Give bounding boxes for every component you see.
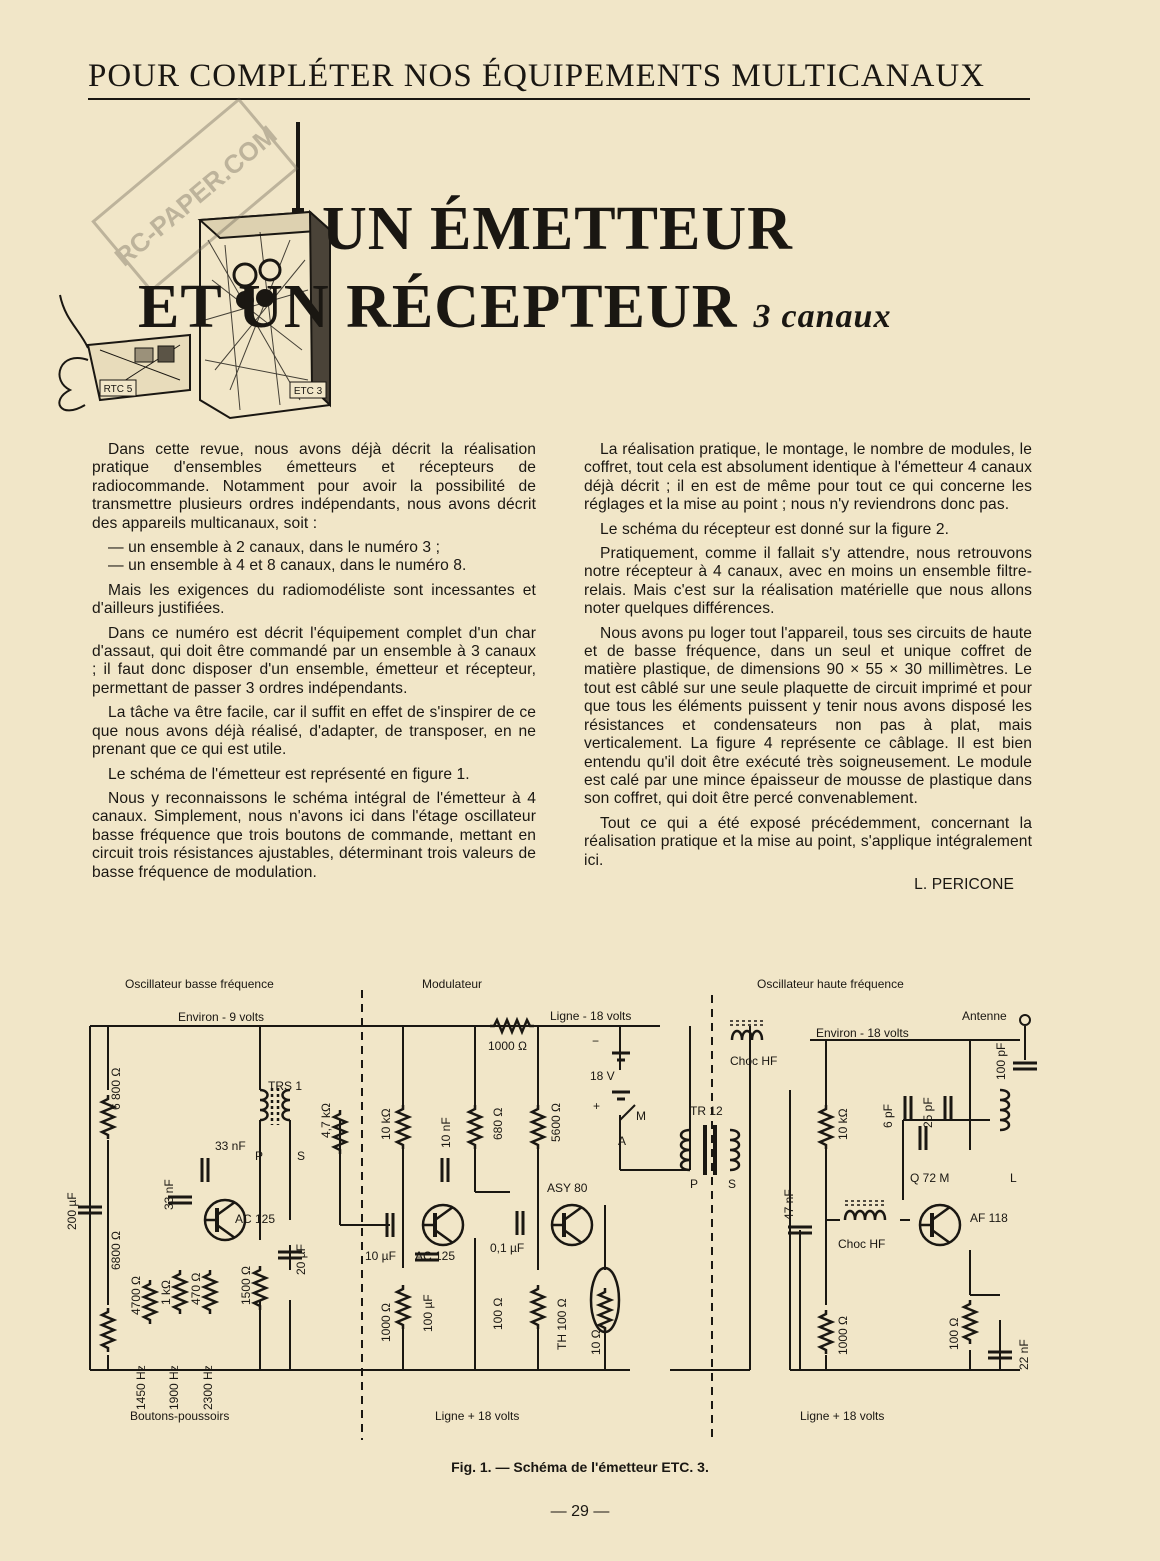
figure-caption: Fig. 1. — Schéma de l'émetteur ETC. 3. (451, 1459, 709, 1475)
r10k-b-label: 10 kΩ (836, 1108, 850, 1140)
r1500-label: 1500 Ω (239, 1266, 253, 1305)
title-line2-text: ET UN RÉCEPTEUR (138, 273, 738, 341)
pin-s2: S (728, 1177, 737, 1191)
r1000-b-label: 1000 Ω (379, 1303, 393, 1342)
r470-label: 470 Ω (189, 1272, 203, 1305)
f2300-label: 2300 Hz (201, 1365, 215, 1410)
r100-label: 100 Ω (491, 1297, 505, 1330)
paragraph: Mais les exigences du radiomodéliste sont incessantes et d'ailleurs justifiées. (92, 581, 536, 618)
paragraph: Nous avons pu loger tout l'appareil, tous ses circuits de haute et de basse fréquence, dans un seul et unique coffret de matière plastique, de dimensions 90 × 55 × 30 millimètres. Le tout est câblé sur une seule plaquette de circuit imprimé et pour que tous les éléments puissent y tenir nous avons disposé les résistances et condensateurs non pas à plat, mais verticalement. La figure 4 représente ce câblage. Il est bien entendu qu'il doit être exécuté très soigneusement. Le module est calé par une mince épaisseur de mousse de plastique dans son coffret, qui doit être percé convenablement. (584, 624, 1032, 808)
title-number: 3 (753, 298, 772, 335)
c10uf-label: 10 µF (365, 1249, 396, 1263)
coil-l-label: L (1010, 1171, 1017, 1185)
section-hf-label: Oscillateur haute fréquence (757, 977, 904, 991)
r680-label: 680 Ω (491, 1107, 505, 1140)
line-pos-mod-label: Ligne + 18 volts (435, 1409, 520, 1423)
rtc5-label: RTC 5 (103, 384, 133, 395)
pin-s1: S (297, 1149, 306, 1163)
r5600-label: 5600 Ω (549, 1103, 563, 1142)
list-item: — un ensemble à 2 canaux, dans le numéro 3 ; (108, 539, 441, 557)
list-item: — un ensemble à 4 et 8 canaux, dans le numéro 8. (108, 557, 467, 575)
c47nf-label: 47 nF (782, 1189, 796, 1220)
r6800b-label: 6800 Ω (109, 1231, 123, 1270)
c25pf-label: 25 pF (921, 1097, 935, 1128)
article-column-left (92, 441, 536, 888)
batt-plus: + (593, 1099, 601, 1113)
page-number: — 29 — (550, 1503, 610, 1520)
paragraph: Tout ce qui a été exposé précédemment, concernant la réalisation pratique et la mise au point, s'applique intégralement ici. (584, 814, 1032, 869)
c10nf-label: 10 nF (439, 1117, 453, 1148)
antenna-label: Antenne (962, 1009, 1007, 1023)
etc3-label: ETC 3 (293, 386, 323, 397)
paragraph: Le schéma de l'émetteur est représenté en figure 1. (108, 765, 470, 783)
supply-line-label: Ligne - 18 volts (550, 1009, 632, 1023)
watermark-text: RC-PAPER.COM (108, 119, 283, 273)
line-pos-hf-label: Ligne + 18 volts (800, 1409, 885, 1423)
r1k-label: 1 kΩ (159, 1280, 173, 1305)
c100uf-label: 100 µF (421, 1294, 435, 1332)
tr12-label: TR 12 (690, 1104, 723, 1118)
paragraph: Pratiquement, comme il fallait s'y attendre, nous retrouvons notre récepteur à 4 canaux, avec en moins un ensemble filtre-relais. Mais c'est sur la réalisation matérielle que nous allons noter quelques différences. (584, 545, 1032, 618)
r47k-label: 4,7 kΩ (319, 1103, 333, 1138)
section-bf-label: Oscillateur basse fréquence (125, 977, 274, 991)
c100pf-label: 100 pF (994, 1042, 1008, 1080)
sw-m-label: M (636, 1109, 646, 1123)
paragraph: Le schéma du récepteur est donné sur la figure 2. (600, 520, 950, 538)
th-label: TH 100 Ω (555, 1298, 569, 1350)
pin-p1: P (255, 1149, 264, 1163)
r100-b-label: 100 Ω (947, 1317, 961, 1350)
r4700-label: 4700 Ω (129, 1276, 143, 1315)
header-title: POUR COMPLÉTER NOS ÉQUIPEMENTS MULTICANAUX (88, 58, 986, 94)
paragraph: Nous y reconnaissons le schéma intégral de l'émetteur à 4 canaux. Simplement, nous n'avons ici dans l'étage oscillateur basse fréquence que trois boutons de commande, mettant en circuit trois résistances ajustables, déterminant trois valeurs de basse fréquence de modulation. (92, 789, 536, 881)
q-asy80-label: ASY 80 (547, 1181, 588, 1195)
f1900-label: 1900 Hz (167, 1365, 181, 1410)
author-signature: L. PERICONE (914, 875, 1014, 893)
section-modulator-label: Modulateur (422, 977, 483, 991)
article-title-line2 (138, 272, 891, 352)
f1450-label: 1450 Hz (134, 1365, 148, 1410)
r10k-a-label: 10 kΩ (379, 1108, 393, 1140)
pushbuttons-label: Boutons-poussoirs (130, 1409, 230, 1423)
r1000-c-label: 1000 Ω (836, 1316, 850, 1355)
batt-minus: − (592, 1034, 600, 1048)
r1000-top-label: 1000 Ω (488, 1039, 527, 1053)
c200uf-label: 200 µF (65, 1192, 79, 1230)
c22nf-label: 22 nF (1017, 1339, 1031, 1370)
sw-a-label: A (618, 1134, 627, 1148)
paragraph: La réalisation pratique, le montage, le nombre de modules, le coffret, tout cela est absolument identique à l'émetteur 4 canaux déjà décrit ; il en est de même pour tout ce qui concerne les réglages et la mise au point ; nous n'y reviendrons donc pas. (584, 441, 1032, 514)
q-af118-label: AF 118 (970, 1211, 1008, 1225)
c33nf-b-label: 33 nF (162, 1179, 176, 1210)
q-ac125a-label: AC 125 (235, 1212, 276, 1226)
paragraph: Dans ce numéro est décrit l'équipement complet d'un char d'assaut, qui doit être commandé par un ensemble à 3 canaux ; il faut donc disposer d'un ensemble, émetteur et récepteur, permettant de passer 3 ordres indépendants. (92, 624, 536, 697)
supply-bf-label: Environ - 9 volts (178, 1010, 265, 1024)
pin-p2: P (690, 1177, 699, 1191)
r10-label: 10 Ω (589, 1329, 603, 1355)
paragraph: La tâche va être facile, car il suffit en effet de s'inspirer de ce que nous avons déjà réalisé, d'adapter, de transposer, en ne prenant que ce qui est utile. (92, 704, 536, 759)
batt-label: 18 V (590, 1069, 615, 1083)
paragraph: Dans cette revue, nous avons déjà décrit la réalisation pratique d'ensembles émetteurs et récepteurs de radiocommande. Notamment pour avoir la possibilité de transmettre plusieurs ordres indépendants, nous avons décrit des appareils multicanaux, soit : (92, 441, 536, 532)
trs1-label: TRS 1 (268, 1079, 303, 1093)
q72-label: Q 72 M (910, 1171, 950, 1185)
c33nf-label: 33 nF (215, 1139, 246, 1153)
circuit-schematic (60, 970, 1120, 1460)
choc-hf-bot-label: Choc HF (838, 1237, 886, 1251)
c6pf-label: 6 pF (881, 1103, 895, 1128)
supply-hf-label: Environ - 18 volts (816, 1026, 909, 1040)
r6800a-label: 6 800 Ω (109, 1067, 123, 1110)
title-suffix: canaux (781, 298, 892, 335)
c20uf-label: 20 µF (294, 1244, 308, 1275)
article-column-right (584, 441, 1032, 894)
q-ac125b-label: AC 125 (415, 1249, 456, 1263)
watermark-logo (80, 90, 310, 300)
article-title-line1: UN ÉMETTEUR (322, 195, 793, 263)
choc-hf-top-label: Choc HF (730, 1054, 778, 1068)
c01uf-label: 0,1 µF (490, 1241, 525, 1255)
